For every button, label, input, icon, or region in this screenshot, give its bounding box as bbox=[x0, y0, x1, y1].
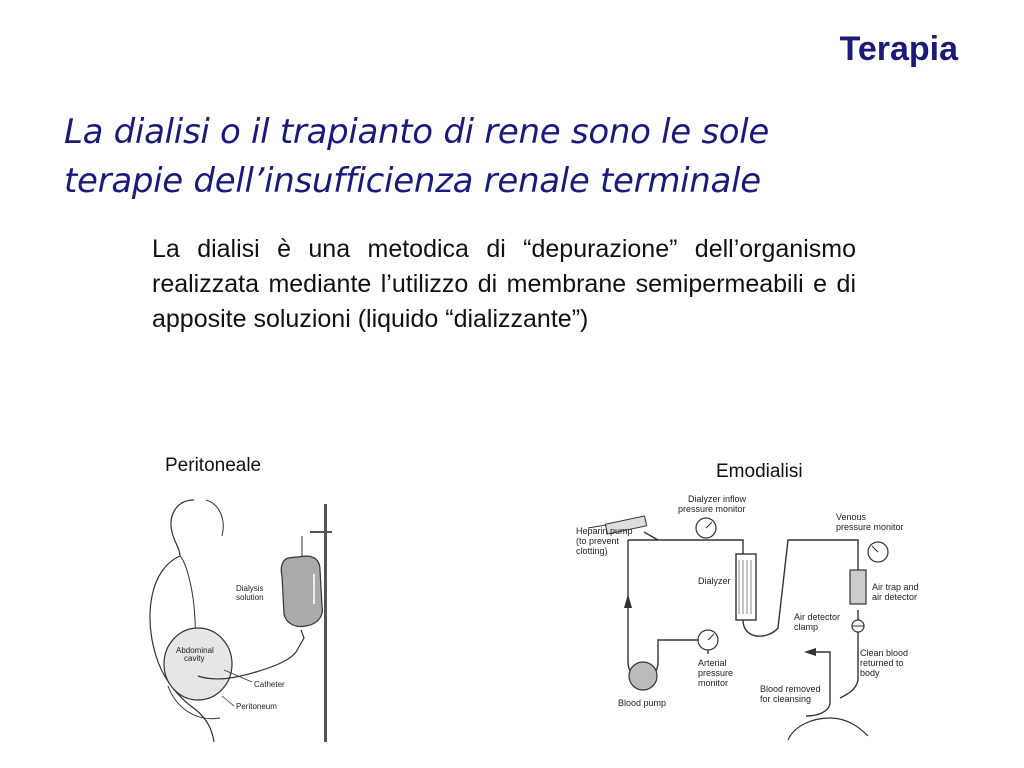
label-clean-3: body bbox=[860, 668, 880, 678]
label-heparin-2: (to prevent bbox=[576, 536, 620, 546]
label-clean-2: returned to bbox=[860, 658, 904, 668]
label-dialysis-solution-2: solution bbox=[236, 593, 264, 602]
subtitle-line-2: terapie dell’insufficienza renale terminale bbox=[64, 161, 761, 201]
hemodialysis-caption: Emodialisi bbox=[716, 461, 803, 482]
iv-pole bbox=[324, 504, 327, 742]
label-clamp-1: Air detector bbox=[794, 612, 841, 622]
label-abdominal-1: Abdominal bbox=[176, 646, 214, 655]
label-removed-1: Blood removed bbox=[760, 684, 821, 694]
hemodialysis-illustration bbox=[568, 490, 928, 746]
label-venous-2: pressure monitor bbox=[836, 522, 904, 532]
peritoneal-caption: Peritoneale bbox=[165, 455, 262, 476]
patient-arm bbox=[788, 718, 868, 740]
label-abdominal-2: cavity bbox=[184, 654, 205, 663]
label-clean-1: Clean blood bbox=[860, 648, 909, 658]
slide-subtitle bbox=[64, 108, 964, 206]
human-body-outline bbox=[150, 500, 214, 742]
abdominal-cavity bbox=[164, 628, 232, 700]
slide-title: Terapia bbox=[839, 30, 958, 68]
label-inflow-2: pressure monitor bbox=[678, 504, 746, 514]
label-airtrap-2: air detector bbox=[872, 592, 918, 602]
label-arterial-2: pressure bbox=[698, 668, 734, 678]
peritoneal-dialysis-illustration bbox=[136, 496, 366, 742]
air-trap bbox=[850, 570, 866, 604]
label-peritoneum: Peritoneum bbox=[236, 702, 277, 711]
label-clamp-2: clamp bbox=[794, 622, 819, 632]
label-arterial-3: monitor bbox=[698, 678, 729, 688]
body-paragraph: La dialisi è una metodica di “depurazione” dell’organismo realizzata mediante l’utilizzo di membrane semipermeabili e di apposite soluzioni (liquido “dializzante”) bbox=[152, 235, 856, 333]
label-heparin-1: Heparin pump bbox=[576, 526, 633, 536]
label-removed-2: for cleansing bbox=[760, 694, 812, 704]
label-catheter: Catheter bbox=[254, 680, 285, 689]
label-blood-pump: Blood pump bbox=[618, 698, 667, 708]
blood-pump bbox=[629, 662, 657, 690]
label-inflow-1: Dialyzer inflow bbox=[688, 494, 747, 504]
label-arterial-1: Arterial bbox=[698, 658, 727, 668]
subtitle-line-1: La dialisi o il trapianto di rene sono le sole bbox=[64, 112, 770, 152]
label-venous-1: Venous bbox=[836, 512, 867, 522]
label-dialyzer: Dialyzer bbox=[698, 576, 731, 586]
label-heparin-3: clotting) bbox=[576, 546, 608, 556]
dialysis-solution-bag bbox=[281, 556, 322, 627]
label-dialysis-solution-1: Dialysis bbox=[236, 584, 264, 593]
label-airtrap-1: Air trap and bbox=[872, 582, 919, 592]
